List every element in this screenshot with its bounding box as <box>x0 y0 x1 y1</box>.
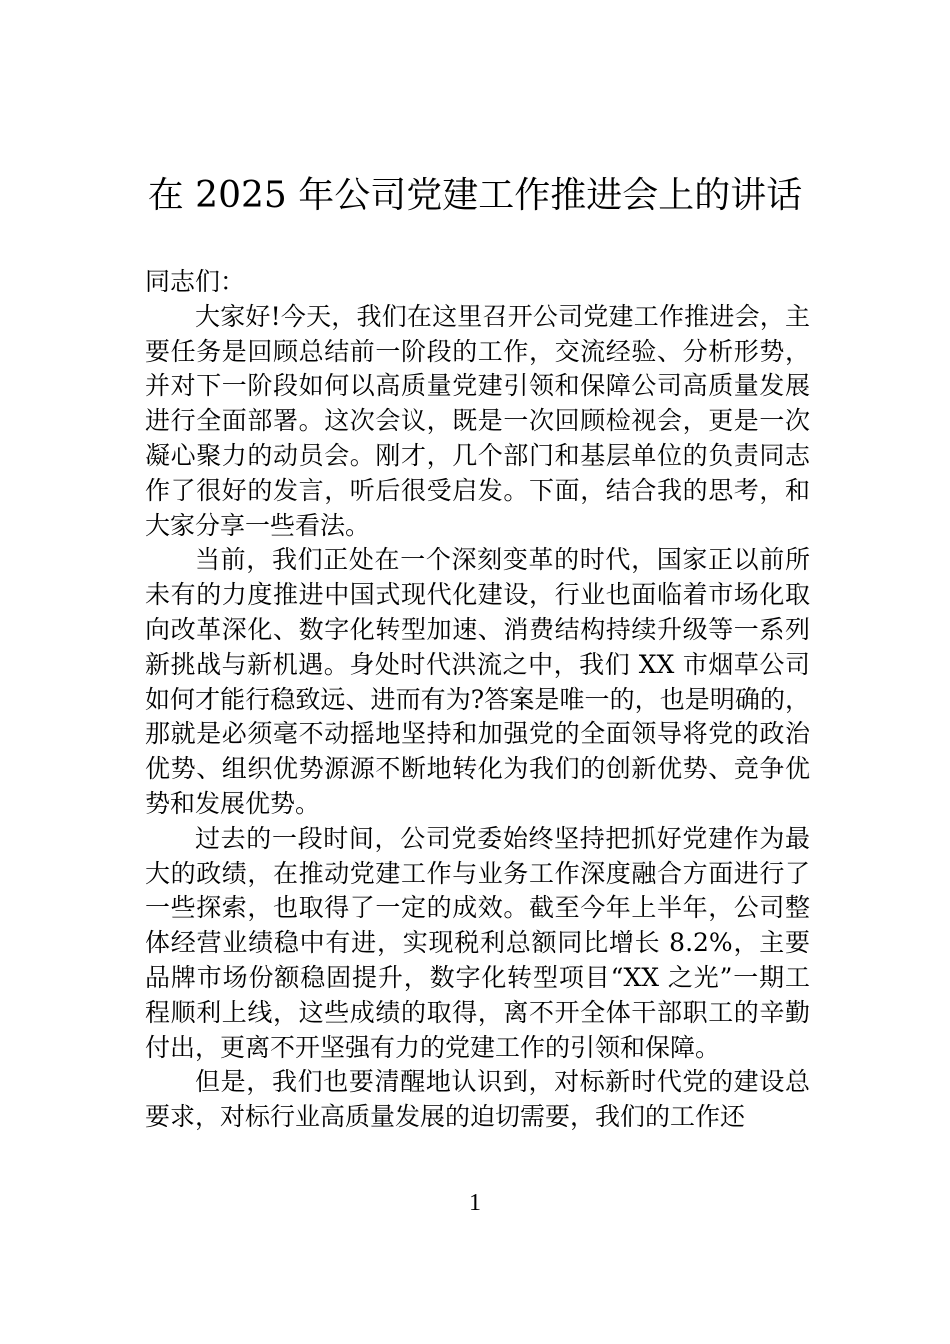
document-title: 在 2025 年公司党建工作推进会上的讲话 <box>147 175 803 216</box>
salutation: 同志们： <box>145 267 246 296</box>
paragraph-3: 过去的一段时间，公司党委始终坚持把抓好党建作为最大的政绩，在推动党建工作与业务工作深度融合方面进行了一些探索，也取得了一定的成效。截至今年上半年，公司整体经营业绩稳中有进，实现税利总额同比增长 8.2%，主要品牌市场份额稳固提升，数字化转型项目“XX 之光”一期工程顺利上线，这些成绩的取得，离不开全体干部职工的辛勤付出，更离不开坚强有力的党建工作的引领和保障。 <box>145 823 810 1062</box>
paragraph-2: 当前，我们正处在一个深刻变革的时代，国家正以前所未有的力度推进中国式现代化建设，行业也面临着市场化取向改革深化、数字化转型加速、消费结构持续升级等一系列新挑战与新机遇。身处时代洪流之中，我们 XX 市烟草公司如何才能行稳致远、进而有为?答案是唯一的，也是明确的，那就是必须毫不动摇地坚持和加强党的全面领导将党的政治优势、组织优势源源不断地转化为我们的创新优势、竞争优势和发展优势。 <box>145 545 810 818</box>
page-number: 1 <box>469 1190 481 1216</box>
paragraph-4: 但是，我们也要清醒地认识到，对标新时代党的建设总要求，对标行业高质量发展的迫切需要，我们的工作还 <box>145 1067 810 1132</box>
document-body <box>145 265 810 1135</box>
paragraph-1: 大家好!今天，我们在这里召开公司党建工作推进会，主要任务是回顾总结前一阶段的工作，交流经验、分析形势，并对下一阶段如何以高质量党建引领和保障公司高质量发展进行全面部署。这次会议，既是一次回顾检视会，更是一次凝心聚力的动员会。刚才，几个部门和基层单位的负责同志作了很好的发言，听后很受启发。下面，结合我的思考，和大家分享一些看法。 <box>145 301 810 540</box>
